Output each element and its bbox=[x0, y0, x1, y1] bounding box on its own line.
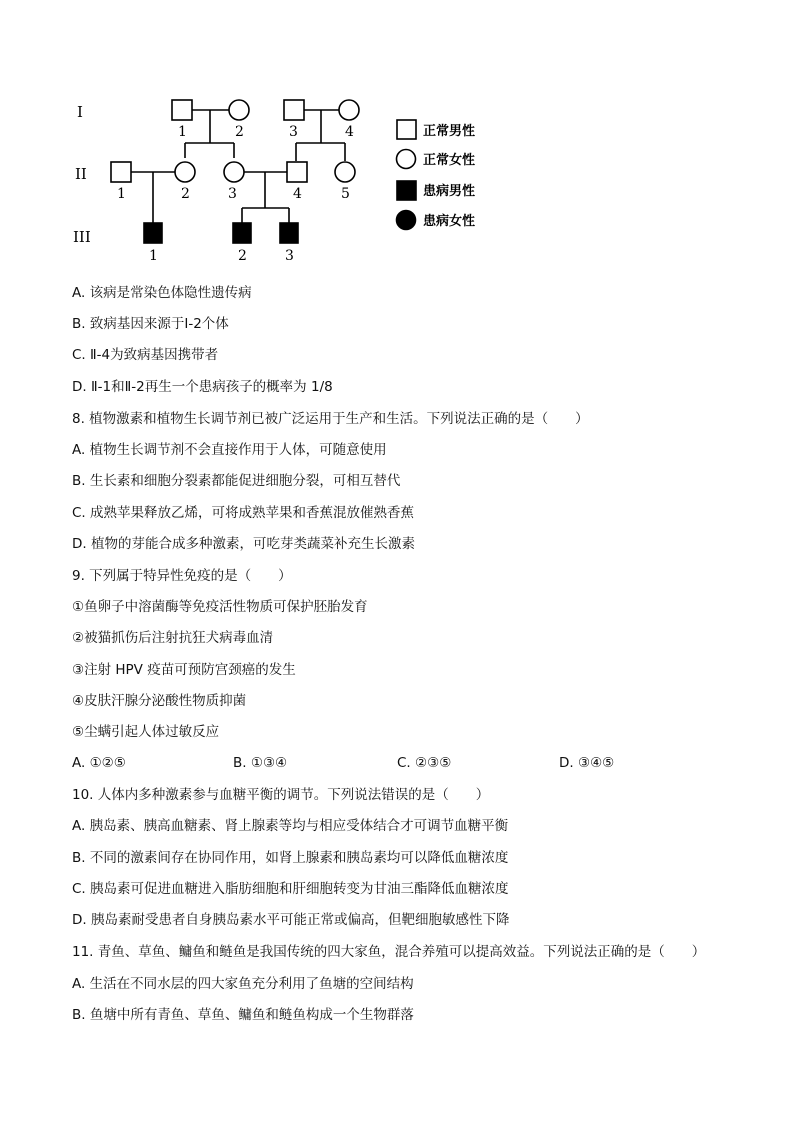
q8-option-d: D. 植物的芽能合成多种激素，可吃芽类蔬菜补充生长激素 bbox=[72, 536, 415, 552]
q9-item-2: ②被猫抓伤后注射抗狂犬病毒血清 bbox=[72, 630, 274, 646]
number-I-1: 1 bbox=[178, 124, 187, 140]
individual-II-4-normal-male bbox=[287, 162, 307, 182]
q10-option-a: A. 胰岛素、胰高血糖素、肾上腺素等均与相应受体结合才可调节血糖平衡 bbox=[72, 818, 509, 834]
number-I-3: 3 bbox=[289, 124, 298, 140]
legend-affected-male-symbol bbox=[397, 181, 416, 200]
q10-option-b: B. 不同的激素间存在协同作用，如肾上腺素和胰岛素均可以降低血糖浓度 bbox=[72, 850, 509, 866]
q9-option-d: D. ③④⑤ bbox=[559, 755, 615, 771]
q9-item-3: ③注射 HPV 疫苗可预防宫颈癌的发生 bbox=[72, 662, 296, 678]
number-I-2: 2 bbox=[235, 124, 244, 140]
q9-item-4: ④皮肤汗腺分泌酸性物质抑菌 bbox=[72, 693, 247, 709]
legend-affected-female-label: 患病女性 bbox=[423, 214, 476, 229]
q9-option-a: A. ①②⑤ bbox=[72, 755, 126, 771]
legend-affected-female-symbol bbox=[397, 211, 416, 230]
number-I-4: 4 bbox=[345, 124, 354, 140]
q9-stem: 9. 下列属于特异性免疫的是（ ） bbox=[72, 568, 292, 584]
q9-option-b: B. ①③④ bbox=[233, 755, 288, 771]
number-II-3: 3 bbox=[228, 186, 237, 202]
generation-label-II: II bbox=[75, 165, 87, 183]
q7-option-a: A. 该病是常染色体隐性遗传病 bbox=[72, 285, 252, 301]
q8-option-b: B. 生长素和细胞分裂素都能促进细胞分裂，可相互替代 bbox=[72, 473, 401, 489]
legend-normal-female-label: 正常女性 bbox=[423, 153, 476, 168]
individual-II-5-normal-female bbox=[335, 162, 355, 182]
q8-option-a: A. 植物生长调节剂不会直接作用于人体，可随意使用 bbox=[72, 442, 387, 458]
q7-option-b: B. 致病基因来源于Ⅰ-2个体 bbox=[72, 316, 229, 332]
number-II-5: 5 bbox=[341, 186, 350, 202]
legend-affected-male-label: 患病男性 bbox=[423, 184, 476, 199]
individual-I-4-normal-female bbox=[339, 100, 359, 120]
legend-normal-male-label: 正常男性 bbox=[423, 124, 476, 139]
number-III-2: 2 bbox=[238, 248, 247, 264]
q10-stem: 10. 人体内多种激素参与血糖平衡的调节。下列说法错误的是（ ） bbox=[72, 787, 490, 803]
q11-stem: 11. 青鱼、草鱼、鳙鱼和鲢鱼是我国传统的四大家鱼，混合养殖可以提高效益。下列说法正确的是（ ） bbox=[72, 944, 706, 960]
individual-I-1-normal-male bbox=[172, 100, 192, 120]
q9-options-row bbox=[72, 755, 732, 773]
individual-III-1-affected-male bbox=[144, 223, 162, 243]
individual-II-3-normal-female bbox=[224, 162, 244, 182]
q9-item-1: ①鱼卵子中溶菌酶等免疫活性物质可保护胚胎发育 bbox=[72, 599, 368, 615]
q7-option-d: D. Ⅱ-1和Ⅱ-2再生一个患病孩子的概率为 1/8 bbox=[72, 379, 333, 395]
individual-II-2-normal-female bbox=[175, 162, 195, 182]
q10-option-d: D. 胰岛素耐受患者自身胰岛素水平可能正常或偏高，但靶细胞敏感性下降 bbox=[72, 912, 510, 928]
q11-option-b: B. 鱼塘中所有青鱼、草鱼、鳙鱼和鲢鱼构成一个生物群落 bbox=[72, 1007, 414, 1023]
individual-I-2-normal-female bbox=[229, 100, 249, 120]
q8-option-c: C. 成熟苹果释放乙烯，可将成熟苹果和香蕉混放催熟香蕉 bbox=[72, 505, 415, 521]
q9-item-5: ⑤尘螨引起人体过敏反应 bbox=[72, 724, 220, 740]
individual-III-2-affected-male bbox=[233, 223, 251, 243]
number-II-4: 4 bbox=[293, 186, 302, 202]
individual-I-3-normal-male bbox=[284, 100, 304, 120]
number-II-1: 1 bbox=[117, 186, 126, 202]
number-III-3: 3 bbox=[285, 248, 294, 264]
number-II-2: 2 bbox=[181, 186, 190, 202]
pedigree-chart bbox=[60, 90, 476, 265]
generation-label-III: III bbox=[73, 228, 91, 246]
individual-II-1-normal-male bbox=[111, 162, 131, 182]
q10-option-c: C. 胰岛素可促进血糖进入脂肪细胞和肝细胞转变为甘油三酯降低血糖浓度 bbox=[72, 881, 509, 897]
number-III-1: 1 bbox=[149, 248, 158, 264]
legend-normal-female-symbol bbox=[397, 150, 416, 169]
generation-label-I: I bbox=[77, 103, 83, 121]
legend-normal-male-symbol bbox=[397, 120, 416, 139]
q11-option-a: A. 生活在不同水层的四大家鱼充分利用了鱼塘的空间结构 bbox=[72, 976, 414, 992]
q7-option-c: C. Ⅱ-4为致病基因携带者 bbox=[72, 347, 219, 363]
individual-III-3-affected-male bbox=[280, 223, 298, 243]
q9-option-c: C. ②③⑤ bbox=[397, 755, 452, 771]
q8-stem: 8. 植物激素和植物生长调节剂已被广泛运用于生产和生活。下列说法正确的是（ ） bbox=[72, 411, 589, 427]
